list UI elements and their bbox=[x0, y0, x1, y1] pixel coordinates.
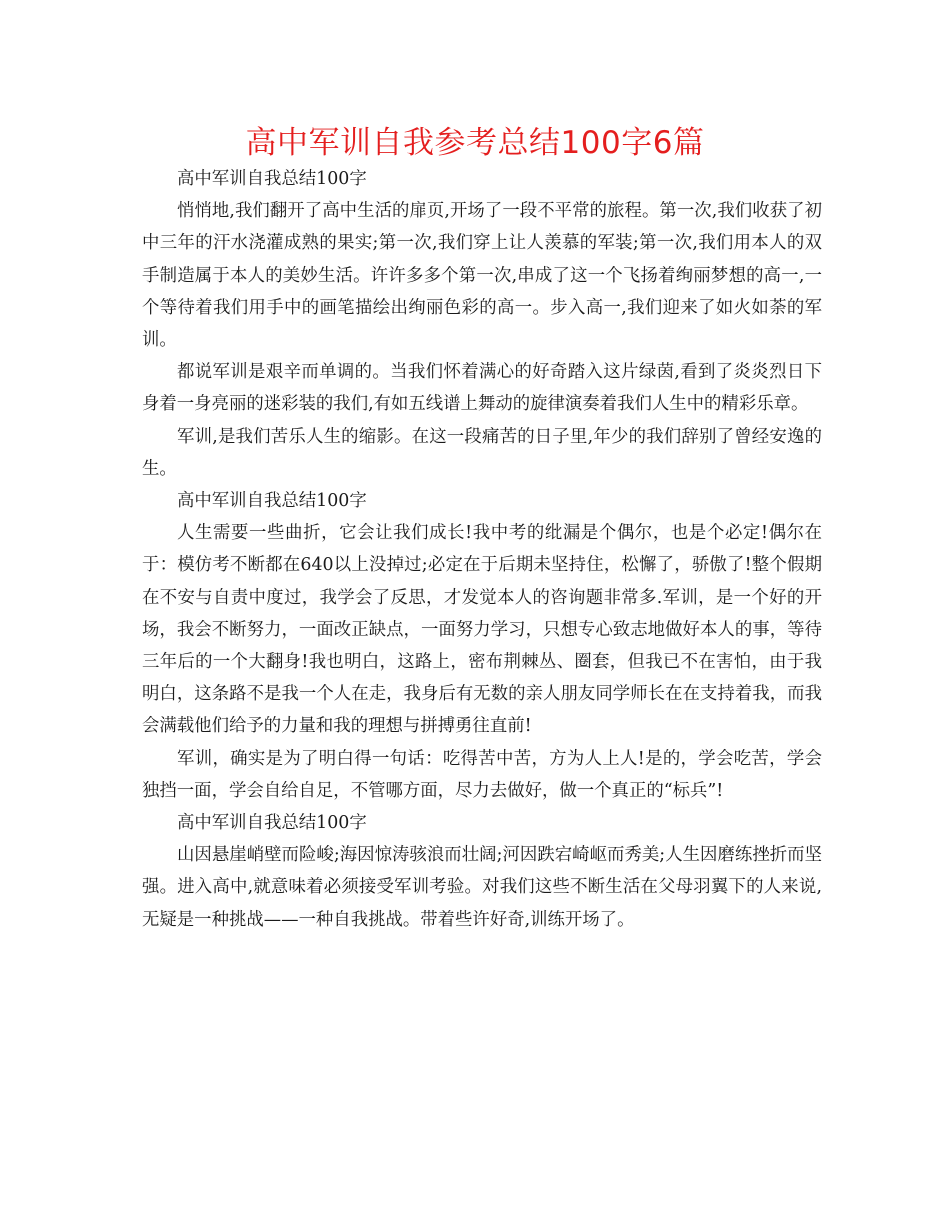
paragraph: 都说军训是艰辛而单调的。当我们怀着满心的好奇踏入这片绿茵,看到了炎炎烈日下身着一身亮丽的迷彩装的我们,有如五线谱上舞动的旋律演奏着我们人生中的精彩乐章。 bbox=[142, 362, 822, 415]
section-heading: 高中军训自我总结100字 bbox=[177, 813, 367, 834]
paragraph: 军训,是我们苦乐人生的缩影。在这一段痛苦的日子里,年少的我们辞别了曾经安逸的生。 bbox=[142, 426, 822, 479]
paragraph: 悄悄地,我们翻开了高中生活的扉页,开场了一段不平常的旅程。第一次,我们收获了初中三年的汗水浇灌成熟的果实;第一次,我们穿上让人羡慕的军装;第一次,我们用本人的双手制造属于本人的美妙生活。许许多多个第一次,串成了这一个飞扬着绚丽梦想的高一,一个等待着我们用手中的画笔描绘出绚丽色彩的高一。步入高一,我们迎来了如火如荼的军训。 bbox=[142, 201, 822, 351]
paragraph: 人生需要一些曲折，它会让我们成长!我中考的纰漏是个偶尔，也是个必定!偶尔在于：模仿考不断都在640以上没掉过;必定在于后期未坚持住，松懈了，骄傲了!整个假期在不安与自责中度过，我学会了反思，才发觉本人的咨询题非常多.军训，是一个好的开场，我会不断努力，一面改正缺点，一面努力学习，只想专心致志地做好本人的事，等待三年后的一个大翻身!我也明白，这路上，密布荆棘丛、圈套，但我已不在害怕，由于我明白，这条路不是我一个人在走，我身后有无数的亲人朋友同学师长在在支持着我，而我会满载他们给予的力量和我的理想与拼搏勇往直前! bbox=[142, 523, 822, 737]
paragraph: 军训，确实是为了明白得一句话：吃得苦中苦，方为人上人!是的，学会吃苦，学会独挡一面，学会自给自足，不管哪方面，尽力去做好，做一个真正的“标兵”! bbox=[142, 748, 822, 801]
document-body bbox=[142, 163, 822, 936]
paragraph: 山因悬崖峭壁而险峻;海因惊涛骇浪而壮阔;河因跌宕崎岖而秀美;人生因磨练挫折而坚强。进入高中,就意味着必须接受军训考验。对我们这些不断生活在父母羽翼下的人来说,无疑是一种挑战——一种自我挑战。带着些许好奇,训练开场了。 bbox=[142, 845, 822, 930]
section-heading: 高中军训自我总结100字 bbox=[177, 491, 367, 512]
section-heading: 高中军训自我总结100字 bbox=[177, 169, 367, 189]
document-title: 高中军训自我参考总结100字6篇 bbox=[245, 125, 705, 161]
